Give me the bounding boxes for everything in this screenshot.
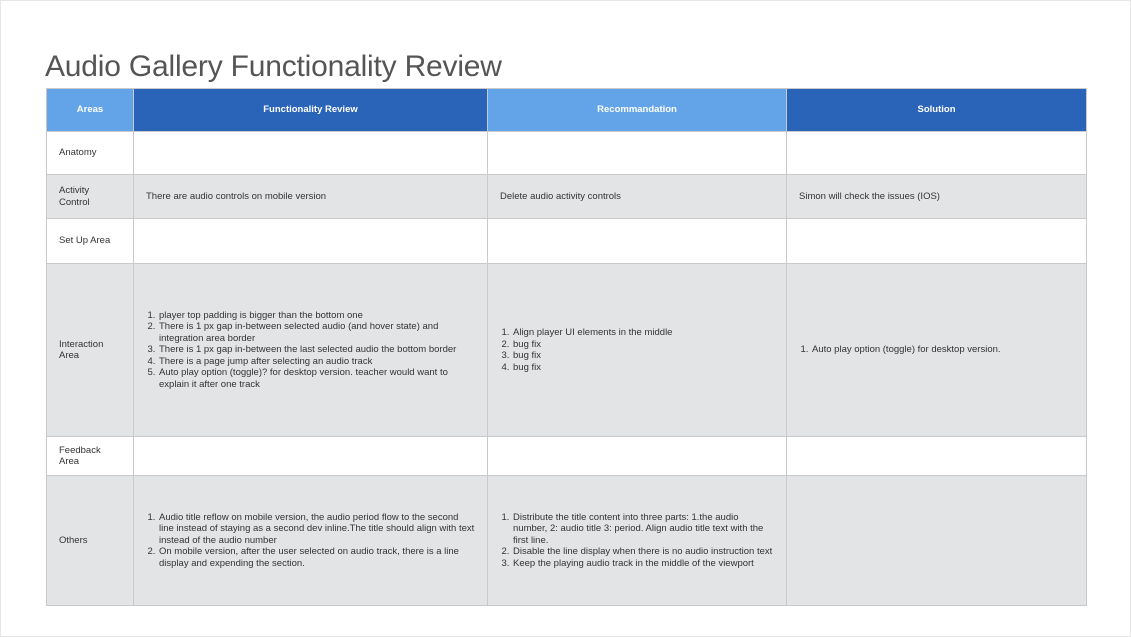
list-item: 1. Auto play option (toggle) for desktop version. — [811, 344, 1074, 356]
list-item: 5. Auto play option (toggle)? for desktop version. teacher would want to explain it after one track — [158, 367, 475, 390]
table-row — [47, 219, 1087, 264]
list-item: 3. There is 1 px gap in-between the last selected audio the bottom border — [158, 344, 475, 356]
header-functionality-review: Functionality Review — [134, 89, 488, 132]
list-item: 2. bug fix — [512, 339, 774, 351]
list-item: 1. player top padding is bigger than the bottom one — [158, 310, 475, 322]
solution-cell: Simon will check the issues (IOS) — [787, 175, 1087, 219]
recommendation-cell — [488, 132, 787, 175]
solution-cell — [787, 132, 1087, 175]
review-table — [46, 88, 1087, 606]
review-list — [146, 512, 475, 570]
list-item: 4. bug fix — [512, 362, 774, 374]
solution-cell — [787, 264, 1087, 437]
table-row — [47, 437, 1087, 476]
list-item: 1. Distribute the title content into three parts: 1.the audio number, 2: audio title 3: period. Align audio title text with the first line. — [512, 512, 774, 547]
recommendation-cell — [488, 437, 787, 476]
list-item: 2. On mobile version, after the user selected on audio track, there is a line display and expending the section. — [158, 546, 475, 569]
table-row — [47, 132, 1087, 175]
list-item: 3. bug fix — [512, 350, 774, 362]
solution-cell — [787, 219, 1087, 264]
review-list — [146, 310, 475, 391]
solution-list — [799, 344, 1074, 356]
table-row — [47, 175, 1087, 219]
review-cell — [134, 437, 488, 476]
row-area-label: Anatomy — [47, 132, 134, 175]
recommendation-list — [500, 327, 774, 373]
row-area-label: Feedback Area — [47, 437, 134, 476]
header-areas: Areas — [47, 89, 134, 132]
page-title: Audio Gallery Functionality Review — [45, 50, 502, 84]
list-item: 2. There is 1 px gap in-between selected audio (and hover state) and integration area border — [158, 321, 475, 344]
header-solution: Solution — [787, 89, 1087, 132]
table-row — [47, 264, 1087, 437]
review-cell — [134, 219, 488, 264]
list-item: 2. Disable the line display when there is no audio instruction text — [512, 546, 774, 558]
review-cell — [134, 476, 488, 606]
table-row — [47, 476, 1087, 606]
row-area-label: Set Up Area — [47, 219, 134, 264]
review-cell — [134, 132, 488, 175]
row-area-label: Others — [47, 476, 134, 606]
recommendation-cell: Delete audio activity controls — [488, 175, 787, 219]
list-item: 1. Align player UI elements in the middle — [512, 327, 774, 339]
list-item: 1. Audio title reflow on mobile version, the audio period flow to the second line instead of staying as a second dev inline.The title should align with text instead of the audio number — [158, 512, 475, 547]
recommendation-cell — [488, 219, 787, 264]
row-area-label: Activity Control — [47, 175, 134, 219]
list-item: 3. Keep the playing audio track in the middle of the viewport — [512, 558, 774, 570]
recommendation-list — [500, 512, 774, 570]
solution-cell — [787, 437, 1087, 476]
solution-cell — [787, 476, 1087, 606]
recommendation-cell — [488, 476, 787, 606]
table-header-row — [47, 89, 1087, 132]
review-cell — [134, 264, 488, 437]
review-cell: There are audio controls on mobile version — [134, 175, 488, 219]
header-recommandation: Recommandation — [488, 89, 787, 132]
list-item: 4. There is a page jump after selecting an audio track — [158, 356, 475, 368]
row-area-label: Interaction Area — [47, 264, 134, 437]
recommendation-cell — [488, 264, 787, 437]
